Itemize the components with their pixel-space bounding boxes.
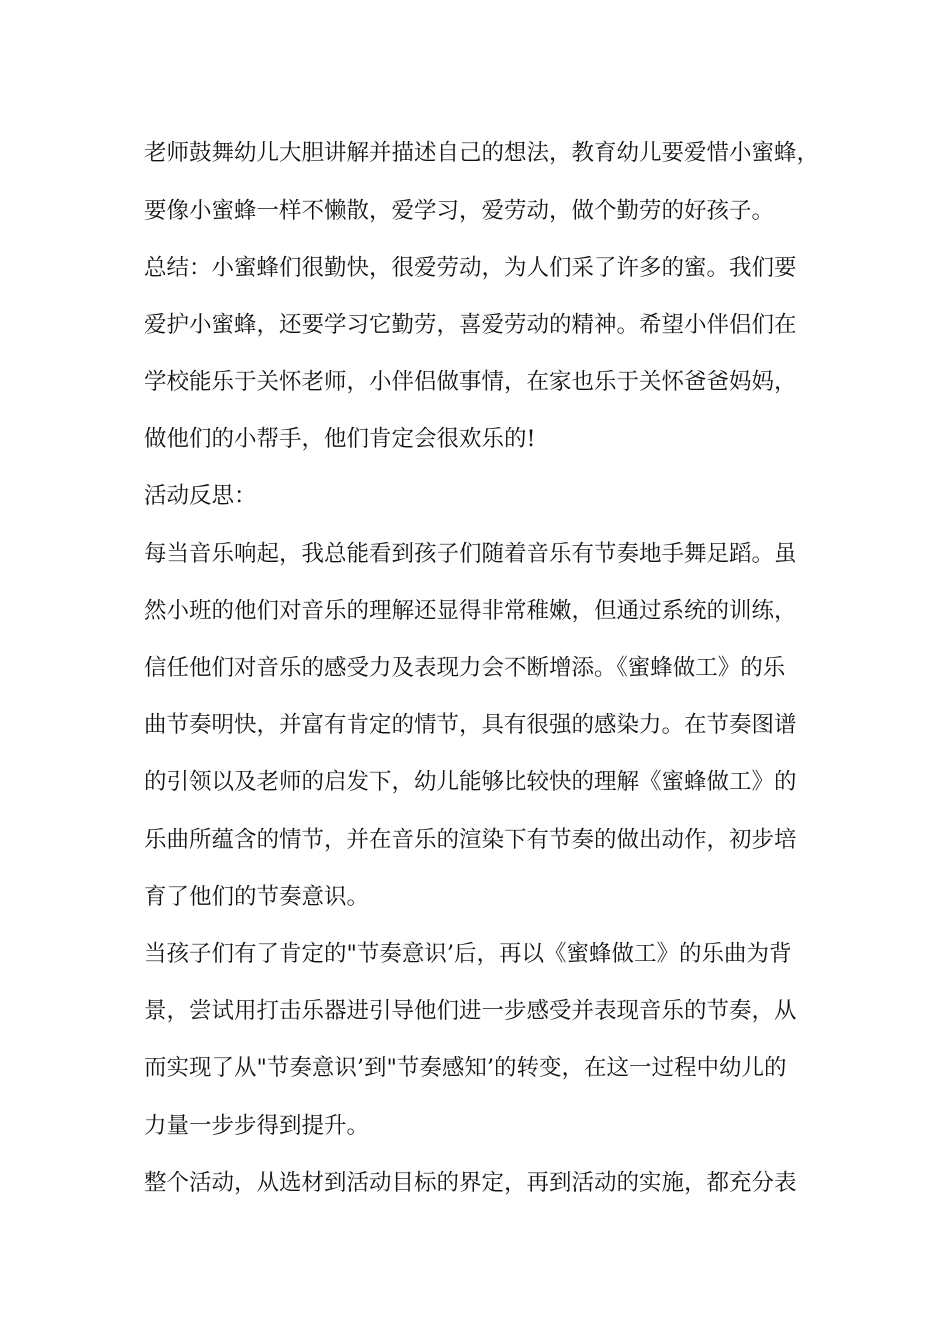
text-line: 然小班的他们对音乐的理解还显得非常稚嫩，但通过系统的训练， (144, 598, 797, 624)
text-line: 整个活动，从选材到活动目标的界定，再到活动的实施，都充分表 (144, 1170, 797, 1196)
text-line: 育了他们的节奏意识。 (144, 884, 370, 910)
text-line: 力量一步步得到提升。 (144, 1113, 370, 1139)
text-line: 学校能乐于关怀老师，小伴侣做事情，在家也乐于关怀爸爸妈妈， (144, 369, 797, 395)
text-line: 要像小蜜蜂一样不懒散，爱学习，爱劳动，做个勤劳的好孩子。 (144, 198, 775, 224)
text-line: 而实现了从"节奏意识’到"节奏感知’的转变，在这一过程中幼儿的 (144, 1055, 787, 1081)
text-line: 做他们的小帮手，他们肯定会很欢乐的! (144, 426, 536, 452)
text-line: 总结：小蜜蜂们很勤快，很爱劳动，为人们采了许多的蜜。我们要 (144, 255, 797, 281)
text-line: 每当音乐响起，我总能看到孩子们随着音乐有节奏地手舞足蹈。虽 (144, 541, 797, 567)
text-line: 的引领以及老师的启发下，幼儿能够比较快的理解《蜜蜂做工》的 (144, 769, 797, 795)
text-line: 老师鼓舞幼儿大胆讲解并描述自己的想法，教育幼儿要爱惜小蜜蜂， (144, 140, 820, 166)
text-line: 景，尝试用打击乐器进引导他们进一步感受并表现音乐的节奏，从 (144, 998, 797, 1024)
text-line: 当孩子们有了肯定的"节奏意识’后，再以《蜜蜂做工》的乐曲为背 (144, 941, 792, 967)
text-line: 信任他们对音乐的感受力及表现力会不断增添。《蜜蜂做工》的乐 (144, 655, 786, 681)
section-heading: 活动反思： (144, 483, 257, 509)
text-line: 乐曲所蕴含的情节，并在音乐的渲染下有节奏的做出动作，初步培 (144, 827, 797, 853)
text-line: 曲节奏明快，并富有肯定的情节，具有很强的感染力。在节奏图谱 (144, 712, 797, 738)
text-line: 爱护小蜜蜂，还要学习它勤劳，喜爱劳动的精神。希望小伴侣们在 (144, 312, 797, 338)
